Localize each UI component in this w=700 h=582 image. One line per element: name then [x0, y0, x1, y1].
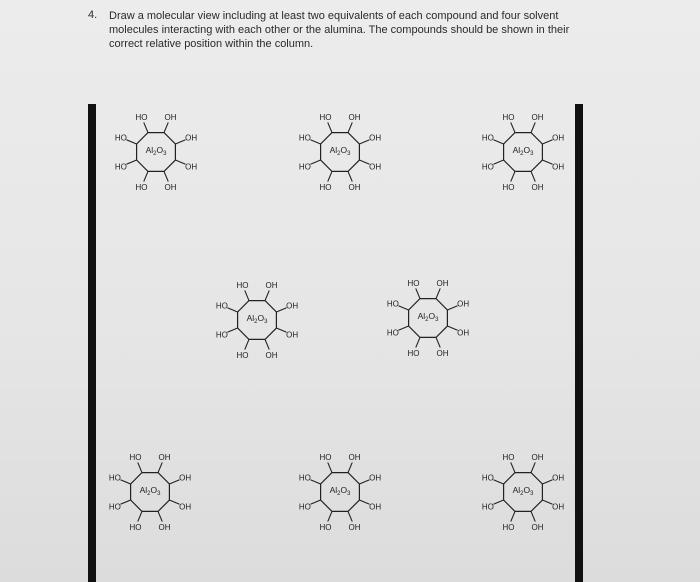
hydroxyl-label-oh: OH — [179, 502, 192, 512]
hydroxyl-label-oh: OH — [164, 112, 177, 122]
hydroxyl-label-ho: HO — [108, 473, 121, 483]
hydroxyl-label-oh: OH — [457, 328, 470, 338]
hydroxyl-label-oh: OH — [552, 162, 565, 172]
hydroxyl-label-ho: HO — [502, 523, 515, 533]
hydroxyl-bond — [144, 171, 148, 181]
hydroxyl-label-oh: OH — [158, 452, 171, 462]
hydroxyl-bond — [493, 500, 503, 504]
hydroxyl-bond — [531, 462, 535, 472]
hydroxyl-bond — [436, 288, 440, 298]
hydroxyl-bond — [138, 462, 142, 472]
hydroxyl-label-ho: HO — [135, 112, 148, 122]
hydroxyl-label-oh: OH — [531, 183, 544, 193]
hydroxyl-label-ho: HO — [129, 452, 142, 462]
hydroxyl-label-ho: HO — [129, 523, 142, 533]
hydroxyl-label-oh: OH — [531, 523, 544, 533]
hydroxyl-bond — [328, 462, 332, 472]
hydroxyl-bond — [416, 288, 420, 298]
hydroxyl-label-oh: OH — [369, 502, 382, 512]
alumina-formula: $Al_2O_3$ — [329, 485, 351, 497]
hydroxyl-bond — [126, 140, 136, 144]
hydroxyl-label-oh: OH — [265, 351, 278, 361]
hydroxyl-bond — [511, 462, 515, 472]
hydroxyl-bond — [436, 337, 440, 347]
hydroxyl-label-ho: HO — [298, 473, 311, 483]
hydroxyl-bond — [227, 308, 237, 312]
hydroxyl-label-oh: OH — [369, 162, 382, 172]
alumina-unit — [109, 453, 191, 532]
hydroxyl-label-ho: HO — [481, 473, 494, 483]
hydroxyl-bond — [348, 462, 352, 472]
hydroxyl-label-oh: OH — [436, 349, 449, 359]
hydroxyl-label-ho: HO — [135, 183, 148, 193]
hydroxyl-label-ho: HO — [298, 162, 311, 172]
hydroxyl-bond — [276, 328, 286, 332]
hydroxyl-bond — [164, 122, 168, 132]
hydroxyl-label-ho: HO — [108, 502, 121, 512]
hydroxyl-label-ho: HO — [114, 162, 127, 172]
hydroxyl-bond — [276, 308, 286, 312]
hydroxyl-label-oh: OH — [552, 502, 565, 512]
alumina-formula: $Al_2O_3$ — [512, 145, 534, 157]
hydroxyl-bond — [542, 160, 552, 164]
alumina-formula: $Al_2O_3$ — [145, 145, 167, 157]
hydroxyl-bond — [227, 328, 237, 332]
hydroxyl-label-oh: OH — [348, 112, 361, 122]
hydroxyl-bond — [398, 326, 408, 330]
hydroxyl-bond — [328, 122, 332, 132]
hydroxyl-label-ho: HO — [236, 280, 249, 290]
hydroxyl-label-oh: OH — [348, 452, 361, 462]
question-text-line-2: molecules interacting with each other or the alumina. The compounds should be shown in their — [109, 24, 570, 36]
hydroxyl-label-ho: HO — [319, 523, 332, 533]
question-text-line-3: correct relative position within the column. — [109, 38, 314, 50]
hydroxyl-label-oh: OH — [457, 299, 470, 309]
hydroxyl-bond — [493, 480, 503, 484]
question-text-line-1: Draw a molecular view including at least two equivalents of each compound and four solvent — [109, 10, 559, 22]
question-number: 4. — [88, 9, 98, 21]
hydroxyl-label-ho: HO — [407, 349, 420, 359]
hydroxyl-label-ho: HO — [502, 183, 515, 193]
hydroxyl-bond — [310, 480, 320, 484]
hydroxyl-bond — [265, 290, 269, 300]
hydroxyl-label-oh: OH — [369, 133, 382, 143]
hydroxyl-bond — [398, 306, 408, 310]
hydroxyl-label-oh: OH — [436, 278, 449, 288]
hydroxyl-bond — [542, 500, 552, 504]
hydroxyl-label-ho: HO — [319, 183, 332, 193]
hydroxyl-label-oh: OH — [265, 280, 278, 290]
hydroxyl-bond — [328, 511, 332, 521]
hydroxyl-label-oh: OH — [369, 473, 382, 483]
hydroxyl-bond — [493, 140, 503, 144]
hydroxyl-label-ho: HO — [215, 301, 228, 311]
hydroxyl-bond — [359, 500, 369, 504]
hydroxyl-bond — [245, 339, 249, 349]
hydroxyl-bond — [542, 140, 552, 144]
hydroxyl-label-oh: OH — [164, 183, 177, 193]
alumina-unit — [482, 113, 564, 192]
alumina-formula: $Al_2O_3$ — [329, 145, 351, 157]
hydroxyl-bond — [120, 500, 130, 504]
hydroxyl-bond — [511, 171, 515, 181]
hydroxyl-bond — [359, 160, 369, 164]
hydroxyl-label-oh: OH — [552, 473, 565, 483]
hydroxyl-bond — [447, 326, 457, 330]
hydroxyl-label-oh: OH — [158, 523, 171, 533]
hydroxyl-label-ho: HO — [298, 502, 311, 512]
hydroxyl-bond — [348, 511, 352, 521]
hydroxyl-label-ho: HO — [386, 328, 399, 338]
alumina-unit — [387, 279, 469, 358]
hydroxyl-label-ho: HO — [481, 162, 494, 172]
hydroxyl-bond — [542, 480, 552, 484]
alumina-formula: $Al_2O_3$ — [512, 485, 534, 497]
hydroxyl-bond — [348, 122, 352, 132]
hydroxyl-label-oh: OH — [348, 523, 361, 533]
hydroxyl-label-ho: HO — [502, 452, 515, 462]
hydroxyl-label-oh: OH — [185, 162, 198, 172]
hydroxyl-bond — [164, 171, 168, 181]
alumina-unit — [482, 453, 564, 532]
hydroxyl-bond — [126, 160, 136, 164]
hydroxyl-label-ho: HO — [298, 133, 311, 143]
hydroxyl-bond — [511, 122, 515, 132]
hydroxyl-bond — [310, 160, 320, 164]
hydroxyl-bond — [359, 480, 369, 484]
hydroxyl-label-oh: OH — [531, 452, 544, 462]
hydroxyl-label-ho: HO — [481, 133, 494, 143]
alumina-formula: $Al_2O_3$ — [139, 485, 161, 497]
hydroxyl-bond — [175, 140, 185, 144]
hydroxyl-bond — [169, 480, 179, 484]
hydroxyl-label-oh: OH — [179, 473, 192, 483]
hydroxyl-label-ho: HO — [407, 278, 420, 288]
hydroxyl-bond — [348, 171, 352, 181]
hydroxyl-bond — [175, 160, 185, 164]
hydroxyl-bond — [531, 122, 535, 132]
hydroxyl-bond — [447, 306, 457, 310]
hydroxyl-label-ho: HO — [236, 351, 249, 361]
hydroxyl-label-oh: OH — [286, 330, 299, 340]
hydroxyl-bond — [531, 511, 535, 521]
hydroxyl-bond — [158, 511, 162, 521]
alumina-unit — [115, 113, 197, 192]
hydroxyl-bond — [144, 122, 148, 132]
hydroxyl-label-oh: OH — [552, 133, 565, 143]
hydroxyl-label-oh: OH — [348, 183, 361, 193]
hydroxyl-bond — [493, 160, 503, 164]
hydroxyl-label-ho: HO — [319, 452, 332, 462]
hydroxyl-bond — [169, 500, 179, 504]
hydroxyl-label-ho: HO — [319, 112, 332, 122]
hydroxyl-bond — [245, 290, 249, 300]
hydroxyl-bond — [310, 500, 320, 504]
hydroxyl-bond — [511, 511, 515, 521]
hydroxyl-label-ho: HO — [114, 133, 127, 143]
hydroxyl-label-ho: HO — [386, 299, 399, 309]
alumina-unit — [299, 453, 381, 532]
hydroxyl-label-oh: OH — [286, 301, 299, 311]
hydroxyl-label-ho: HO — [481, 502, 494, 512]
hydroxyl-bond — [359, 140, 369, 144]
hydroxyl-bond — [328, 171, 332, 181]
hydroxyl-bond — [310, 140, 320, 144]
hydroxyl-label-ho: HO — [502, 112, 515, 122]
alumina-unit — [299, 113, 381, 192]
hydroxyl-bond — [265, 339, 269, 349]
hydroxyl-bond — [416, 337, 420, 347]
hydroxyl-bond — [138, 511, 142, 521]
hydroxyl-bond — [531, 171, 535, 181]
alumina-formula: $Al_2O_3$ — [246, 313, 268, 325]
hydroxyl-label-oh: OH — [531, 112, 544, 122]
hydroxyl-label-ho: HO — [215, 330, 228, 340]
hydroxyl-label-oh: OH — [185, 133, 198, 143]
hydroxyl-bond — [120, 480, 130, 484]
hydroxyl-bond — [158, 462, 162, 472]
alumina-unit — [216, 281, 298, 360]
alumina-formula: $Al_2O_3$ — [417, 311, 439, 323]
